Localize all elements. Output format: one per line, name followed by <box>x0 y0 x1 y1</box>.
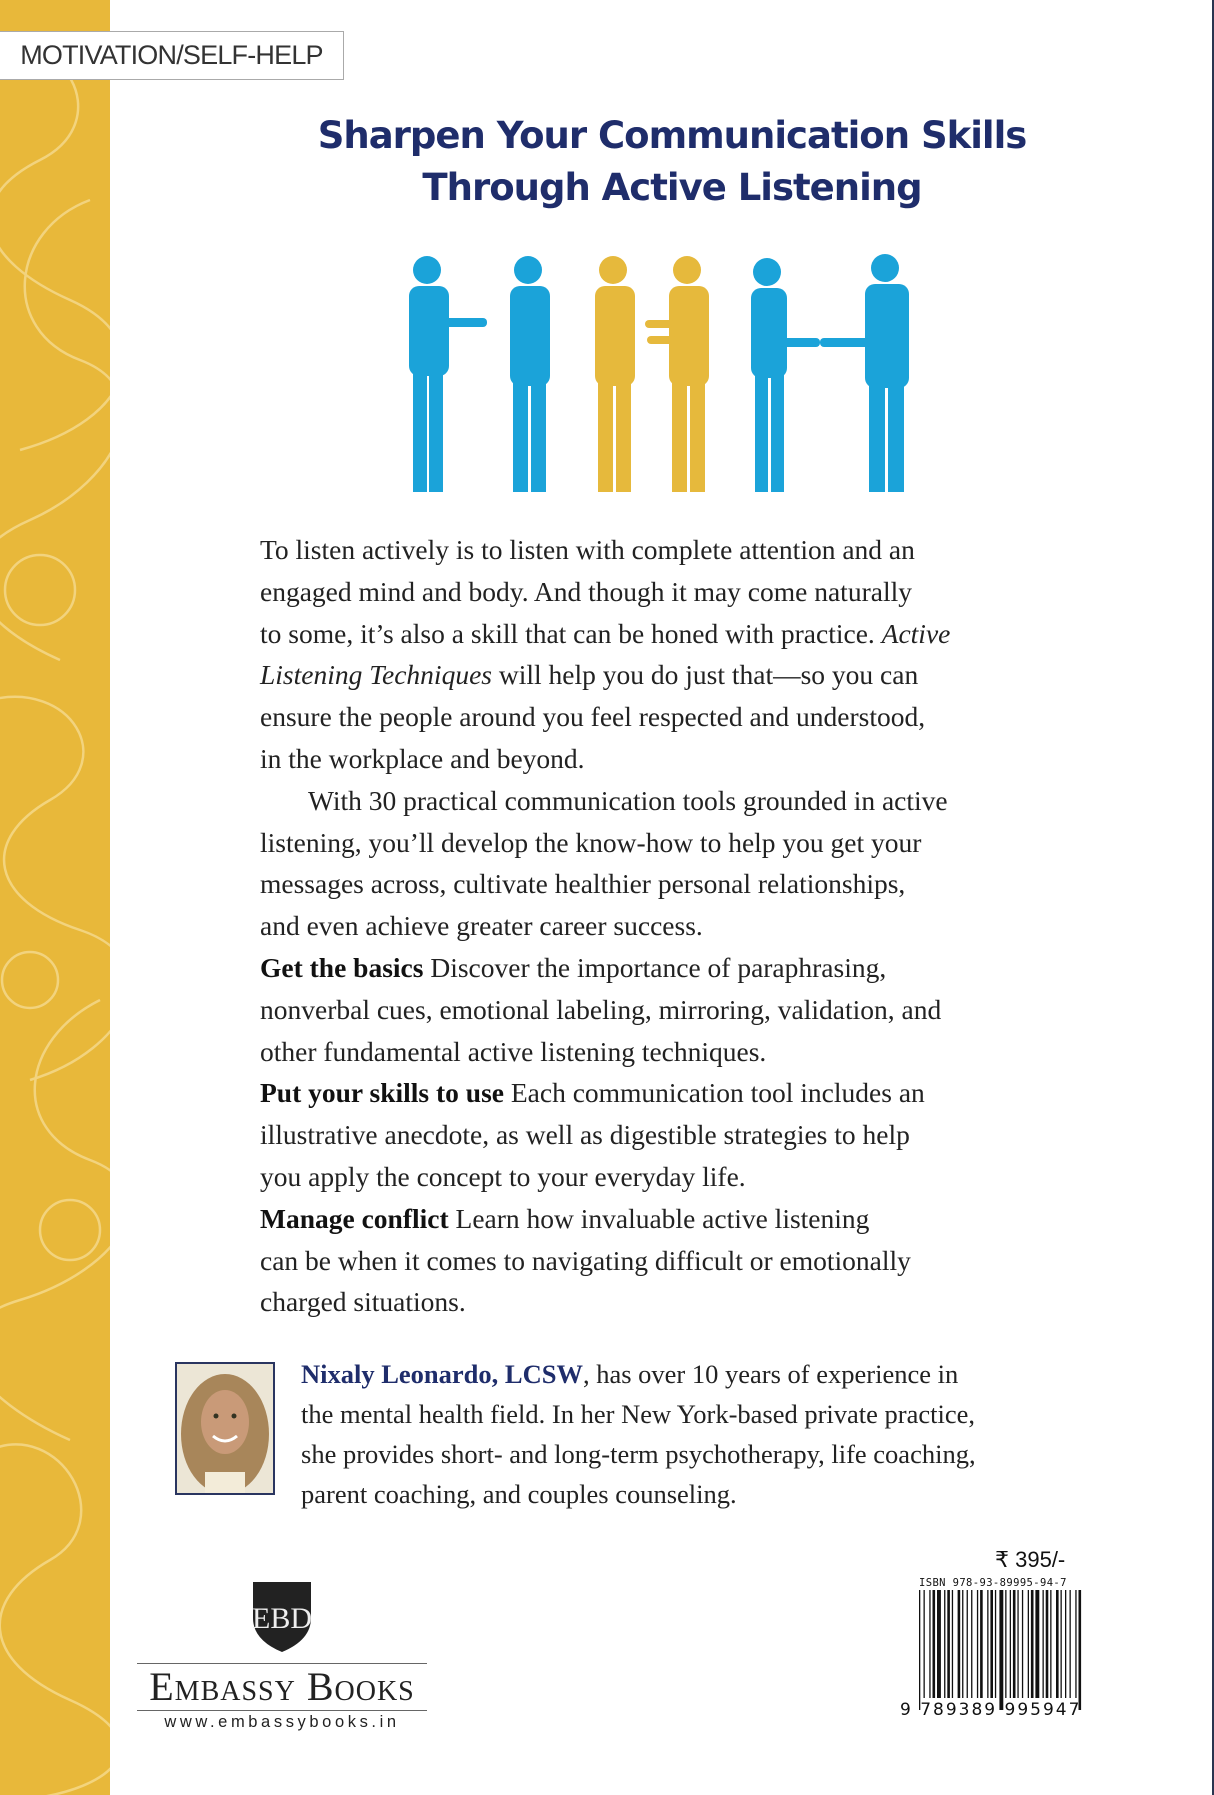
barcode-bar <box>1022 1590 1023 1698</box>
text-line: the mental health field. In her New York-based private practice, <box>301 1399 976 1429</box>
barcode-number: 9 789389 995947 <box>900 1700 1082 1720</box>
people-silhouettes-illustration <box>395 252 935 498</box>
text-segment: to some, it’s also a skill that can be honed with practice. <box>260 617 882 649</box>
barcode-bar <box>995 1590 996 1698</box>
barcode-bar <box>1056 1590 1059 1698</box>
author-bio <box>301 1354 976 1514</box>
text-segment: Each communication tool includes an <box>503 1077 925 1109</box>
headline-line-2: Through Active Listening <box>422 166 922 209</box>
text-line: engaged mind and body. And though it may come naturally <box>260 575 912 607</box>
text-line: parent coaching, and couples counseling. <box>301 1479 737 1509</box>
category-label: MOTIVATION/SELF-HELP <box>0 31 344 80</box>
barcode-bar <box>1043 1590 1044 1698</box>
barcode-bar <box>987 1590 988 1698</box>
person-figure <box>645 256 709 492</box>
text-line: With 30 practical communication tools grounded in active <box>308 784 948 816</box>
barcode-bar <box>1010 1590 1011 1698</box>
text-line: To listen actively is to listen with complete attention and an <box>260 534 915 565</box>
price-label: ₹ 395/- <box>995 1547 1066 1572</box>
cover-headline <box>110 110 1214 214</box>
barcode-bar <box>1046 1590 1049 1698</box>
person-figure <box>595 256 635 492</box>
text-line <box>260 1198 950 1240</box>
person-figure <box>820 254 909 492</box>
publisher-url: www.embassybooks.in <box>164 1713 400 1731</box>
book-title-italic: Listening Techniques <box>260 659 492 691</box>
text-line: illustrative anecdote, as well as digestible strategies to help <box>260 1119 910 1151</box>
barcode-bar <box>1028 1590 1029 1698</box>
barcode-bar <box>990 1590 993 1698</box>
description-text <box>260 529 950 1323</box>
barcode-bar <box>1065 1590 1066 1698</box>
barcode-bar <box>1035 1590 1039 1698</box>
text-segment: will help you do just that—so you can <box>491 659 919 691</box>
text-line: messages across, cultivate healthier personal relationships, <box>260 868 906 900</box>
barcode-bar <box>924 1590 925 1698</box>
barcode-bar <box>952 1590 953 1698</box>
text-line <box>260 947 950 989</box>
section-heading: Manage conflict <box>260 1202 449 1234</box>
text-line <box>260 1072 950 1114</box>
headline-line-1: Sharpen Your Communication Skills <box>317 114 1027 157</box>
text-line: listening, you’ll develop the know-how to help you get your <box>260 826 922 858</box>
text-line: you apply the concept to your everyday life. <box>260 1160 746 1192</box>
decorative-yellow-band <box>0 0 110 1795</box>
barcode-bar <box>977 1590 978 1698</box>
barcode-bar <box>962 1590 963 1698</box>
barcode-bar <box>980 1590 983 1698</box>
person-figure <box>409 256 487 492</box>
barcode-bar <box>944 1590 945 1698</box>
barcode-bar <box>1061 1590 1062 1698</box>
isbn-text: ISBN 978-93-89995-94-7 <box>919 1577 1067 1589</box>
barcode-bar <box>1079 1590 1082 1710</box>
barcode-bar <box>1075 1590 1076 1698</box>
text-line: ensure the people around you feel respected and understood, <box>260 701 926 733</box>
barcode-bar <box>967 1590 968 1698</box>
text-segment: Learn how invaluable active listening <box>448 1202 870 1234</box>
text-segment: , has over 10 years of experience in <box>582 1359 959 1389</box>
text-line <box>301 1354 976 1394</box>
barcode-bar <box>937 1590 941 1698</box>
publisher-name-text: Embassy Books <box>149 1664 415 1709</box>
publisher-name <box>137 1663 427 1711</box>
text-line: in the workplace and beyond. <box>260 742 585 774</box>
barcode-bar <box>919 1590 920 1710</box>
text-line: other fundamental active listening techniques. <box>260 1035 767 1067</box>
text-line: can be when it comes to navigating difficult or emotionally <box>260 1244 911 1276</box>
text-line: and even achieve greater career success. <box>260 910 703 942</box>
text-segment: Discover the importance of paraphrasing, <box>423 951 887 983</box>
ebd-shield-icon <box>249 1578 315 1654</box>
author-photo <box>175 1362 275 1495</box>
text-line <box>260 654 950 696</box>
svg-text:EBD: EBD <box>252 1602 312 1635</box>
section-heading: Get the basics <box>260 951 424 983</box>
barcode-bar <box>933 1590 936 1698</box>
person-figure <box>751 258 820 492</box>
barcode-bar <box>1031 1590 1034 1698</box>
text-line: charged situations. <box>260 1286 466 1318</box>
barcode-bar <box>1070 1590 1071 1698</box>
barcode-bar <box>929 1590 930 1698</box>
section-heading: Put your skills to use <box>260 1077 504 1109</box>
barcode-bar <box>971 1590 972 1698</box>
author-name: Nixaly Leonardo, LCSW <box>301 1359 583 1389</box>
person-figure <box>510 256 550 492</box>
barcode-bar <box>999 1590 1003 1710</box>
publisher-logo <box>137 1578 427 1732</box>
barcode-bar <box>1005 1590 1006 1698</box>
text-line: she provides short- and long-term psychotherapy, life coaching, <box>301 1439 976 1469</box>
barcode-bar <box>958 1590 961 1698</box>
barcode <box>919 1590 1084 1710</box>
text-line: nonverbal cues, emotional labeling, mirroring, validation, and <box>260 993 942 1025</box>
text-line <box>260 613 950 655</box>
book-title-italic: Active <box>881 617 951 649</box>
barcode-bar <box>1017 1590 1018 1698</box>
swirl-pattern <box>0 0 110 1795</box>
barcode-bar <box>1050 1590 1051 1698</box>
barcode-bar <box>1013 1590 1016 1698</box>
barcode-bar <box>947 1590 950 1698</box>
